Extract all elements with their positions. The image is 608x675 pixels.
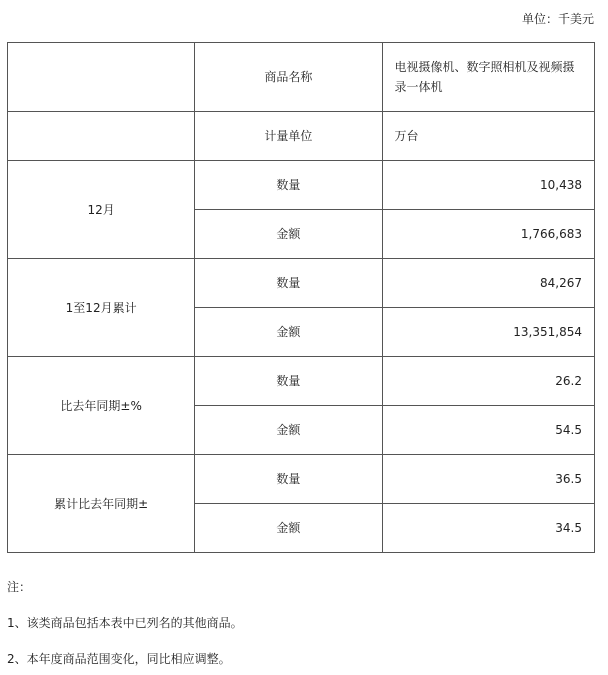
table-row — [8, 455, 595, 504]
empty-cell — [8, 43, 195, 112]
empty-cell — [8, 112, 195, 161]
note-item: 2、本年度商品范围变化，同比相应调整。 — [7, 652, 231, 666]
unit-label: 单位：千美元 — [521, 12, 594, 26]
notes-title: 注： — [7, 580, 32, 594]
product-name-label: 商品名称 — [195, 43, 382, 112]
table-row-product-name — [8, 43, 595, 112]
measure-unit-label: 计量单位 — [195, 112, 382, 161]
metric-value: 36.5 — [382, 455, 594, 504]
metric-value: 26.2 — [382, 357, 594, 406]
metric-label: 金额 — [195, 210, 382, 259]
group-label-yoy-change: 比去年同期±% — [8, 357, 195, 455]
group-label-cumulative: 1至12月累计 — [8, 259, 195, 357]
statistics-table — [7, 42, 595, 553]
metric-value: 13,351,854 — [382, 308, 594, 357]
metric-label: 数量 — [195, 357, 382, 406]
metric-label: 数量 — [195, 259, 382, 308]
note-item: 1、该类商品包括本表中已列名的其他商品。 — [7, 616, 243, 630]
table-row — [8, 357, 595, 406]
measure-unit-value: 万台 — [382, 112, 594, 161]
metric-value: 10,438 — [382, 161, 594, 210]
metric-value: 34.5 — [382, 504, 594, 553]
metric-label: 数量 — [195, 161, 382, 210]
metric-value: 84,267 — [382, 259, 594, 308]
product-name-value: 电视摄像机、数字照相机及视频摄录一体机 — [382, 43, 594, 112]
table-row — [8, 259, 595, 308]
metric-label: 数量 — [195, 455, 382, 504]
metric-value: 1,766,683 — [382, 210, 594, 259]
metric-value: 54.5 — [382, 406, 594, 455]
metric-label: 金额 — [195, 406, 382, 455]
table-row — [8, 161, 595, 210]
table-row-measure-unit — [8, 112, 595, 161]
group-label-cumulative-yoy: 累计比去年同期± — [8, 455, 195, 553]
metric-label: 金额 — [195, 504, 382, 553]
group-label-december: 12月 — [8, 161, 195, 259]
metric-label: 金额 — [195, 308, 382, 357]
